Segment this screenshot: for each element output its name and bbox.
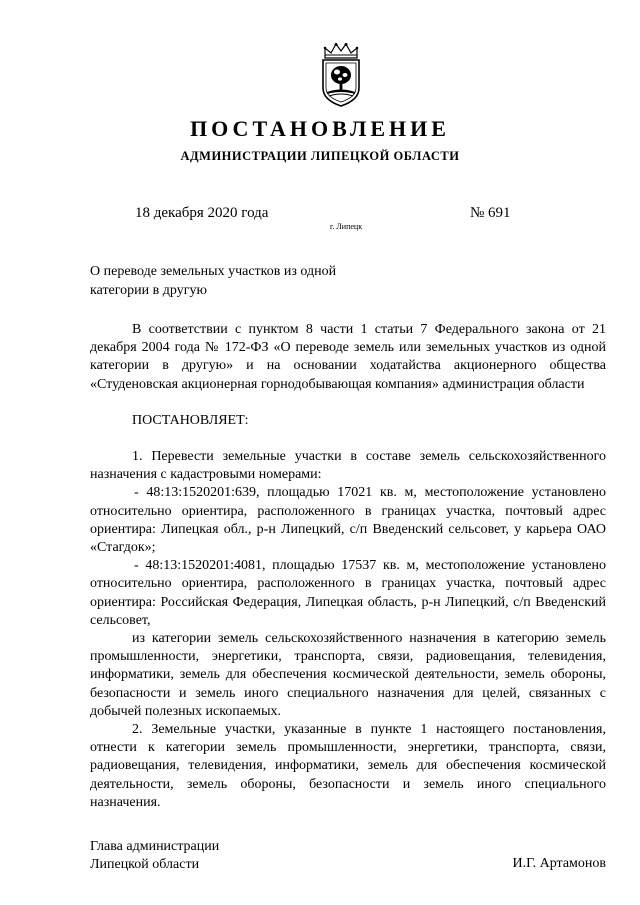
position-line: Липецкой области bbox=[90, 857, 200, 872]
subject-line: категории в другую bbox=[90, 283, 207, 298]
document-number: № 691 bbox=[470, 205, 511, 221]
item-1-paragraph: 1. Перевести земельные участки в составе земель сельскохозяйственного назначения с кадастровыми номерами: bbox=[90, 449, 606, 483]
issuer-name: АДМИНИСТРАЦИИ ЛИПЕЦКОЙ ОБЛАСТИ bbox=[180, 149, 460, 163]
document-subject bbox=[90, 262, 336, 300]
lipetsk-coat-of-arms-icon bbox=[315, 42, 367, 108]
document-date: 18 декабря 2020 года bbox=[135, 205, 269, 221]
subject-line: О переводе земельных участков из одной bbox=[90, 264, 337, 279]
preamble-paragraph: В соответствии с пунктом 8 части 1 статьи 7 Федерального закона от 21 декабря 2004 года № 172-ФЗ «О переводе земель или земельных участков из одной категории в другую» и на основании ходатайства акционерного общества «Студеновская акционерная горнодобывающая компания» администрация области bbox=[90, 322, 606, 392]
document-city: г. Липецк bbox=[330, 222, 363, 231]
category-paragraph: из категории земель сельскохозяйственного назначения в категорию земель промышленности, энергетики, транспорта, связи, радиовещания, телевидения, информатики, земель для обеспечения космической деятельности, земель обороны, безопасности и земель иного специального назначения для целей, связанных с добычей полезных ископаемых. bbox=[90, 631, 606, 719]
signatory-name: И.Г. Артамонов bbox=[512, 856, 606, 871]
parcel-2-paragraph: - 48:13:1520201:4081, площадью 17537 кв. м, местоположение установлено относительно ориентира, расположенного в границах участка, почтовый адрес ориентира: Российская Федерация, Липецкая область, р-н Липецкий, с/п Введенский сельсовет, bbox=[90, 558, 606, 628]
document-body bbox=[90, 321, 606, 812]
parcel-1-paragraph: - 48:13:1520201:639, площадью 17021 кв. м, местоположение установлено относительно ориентира, расположенного в границах участка, почтовый адрес ориентира: Липецкая обл., р-н Липецкий, с/п Введенский сельсовет, у карьера ОАО «Стагдок»; bbox=[90, 485, 606, 556]
signatory-position bbox=[90, 838, 219, 874]
position-line: Глава администрации bbox=[90, 839, 220, 854]
document-title: ПОСТАНОВЛЕНИЕ bbox=[190, 116, 450, 141]
decree-heading: ПОСТАНОВЛЯЕТ: bbox=[132, 412, 249, 428]
item-2-paragraph: 2. Земельные участки, указанные в пункте 1 настоящего постановления, отнести к категории земель промышленности, энергетики, транспорта, связи, радиовещания, телевидения, информатики, земель для обеспечения космической деятельности, земель обороны, безопасности и земель иного специального назначения. bbox=[90, 722, 606, 810]
